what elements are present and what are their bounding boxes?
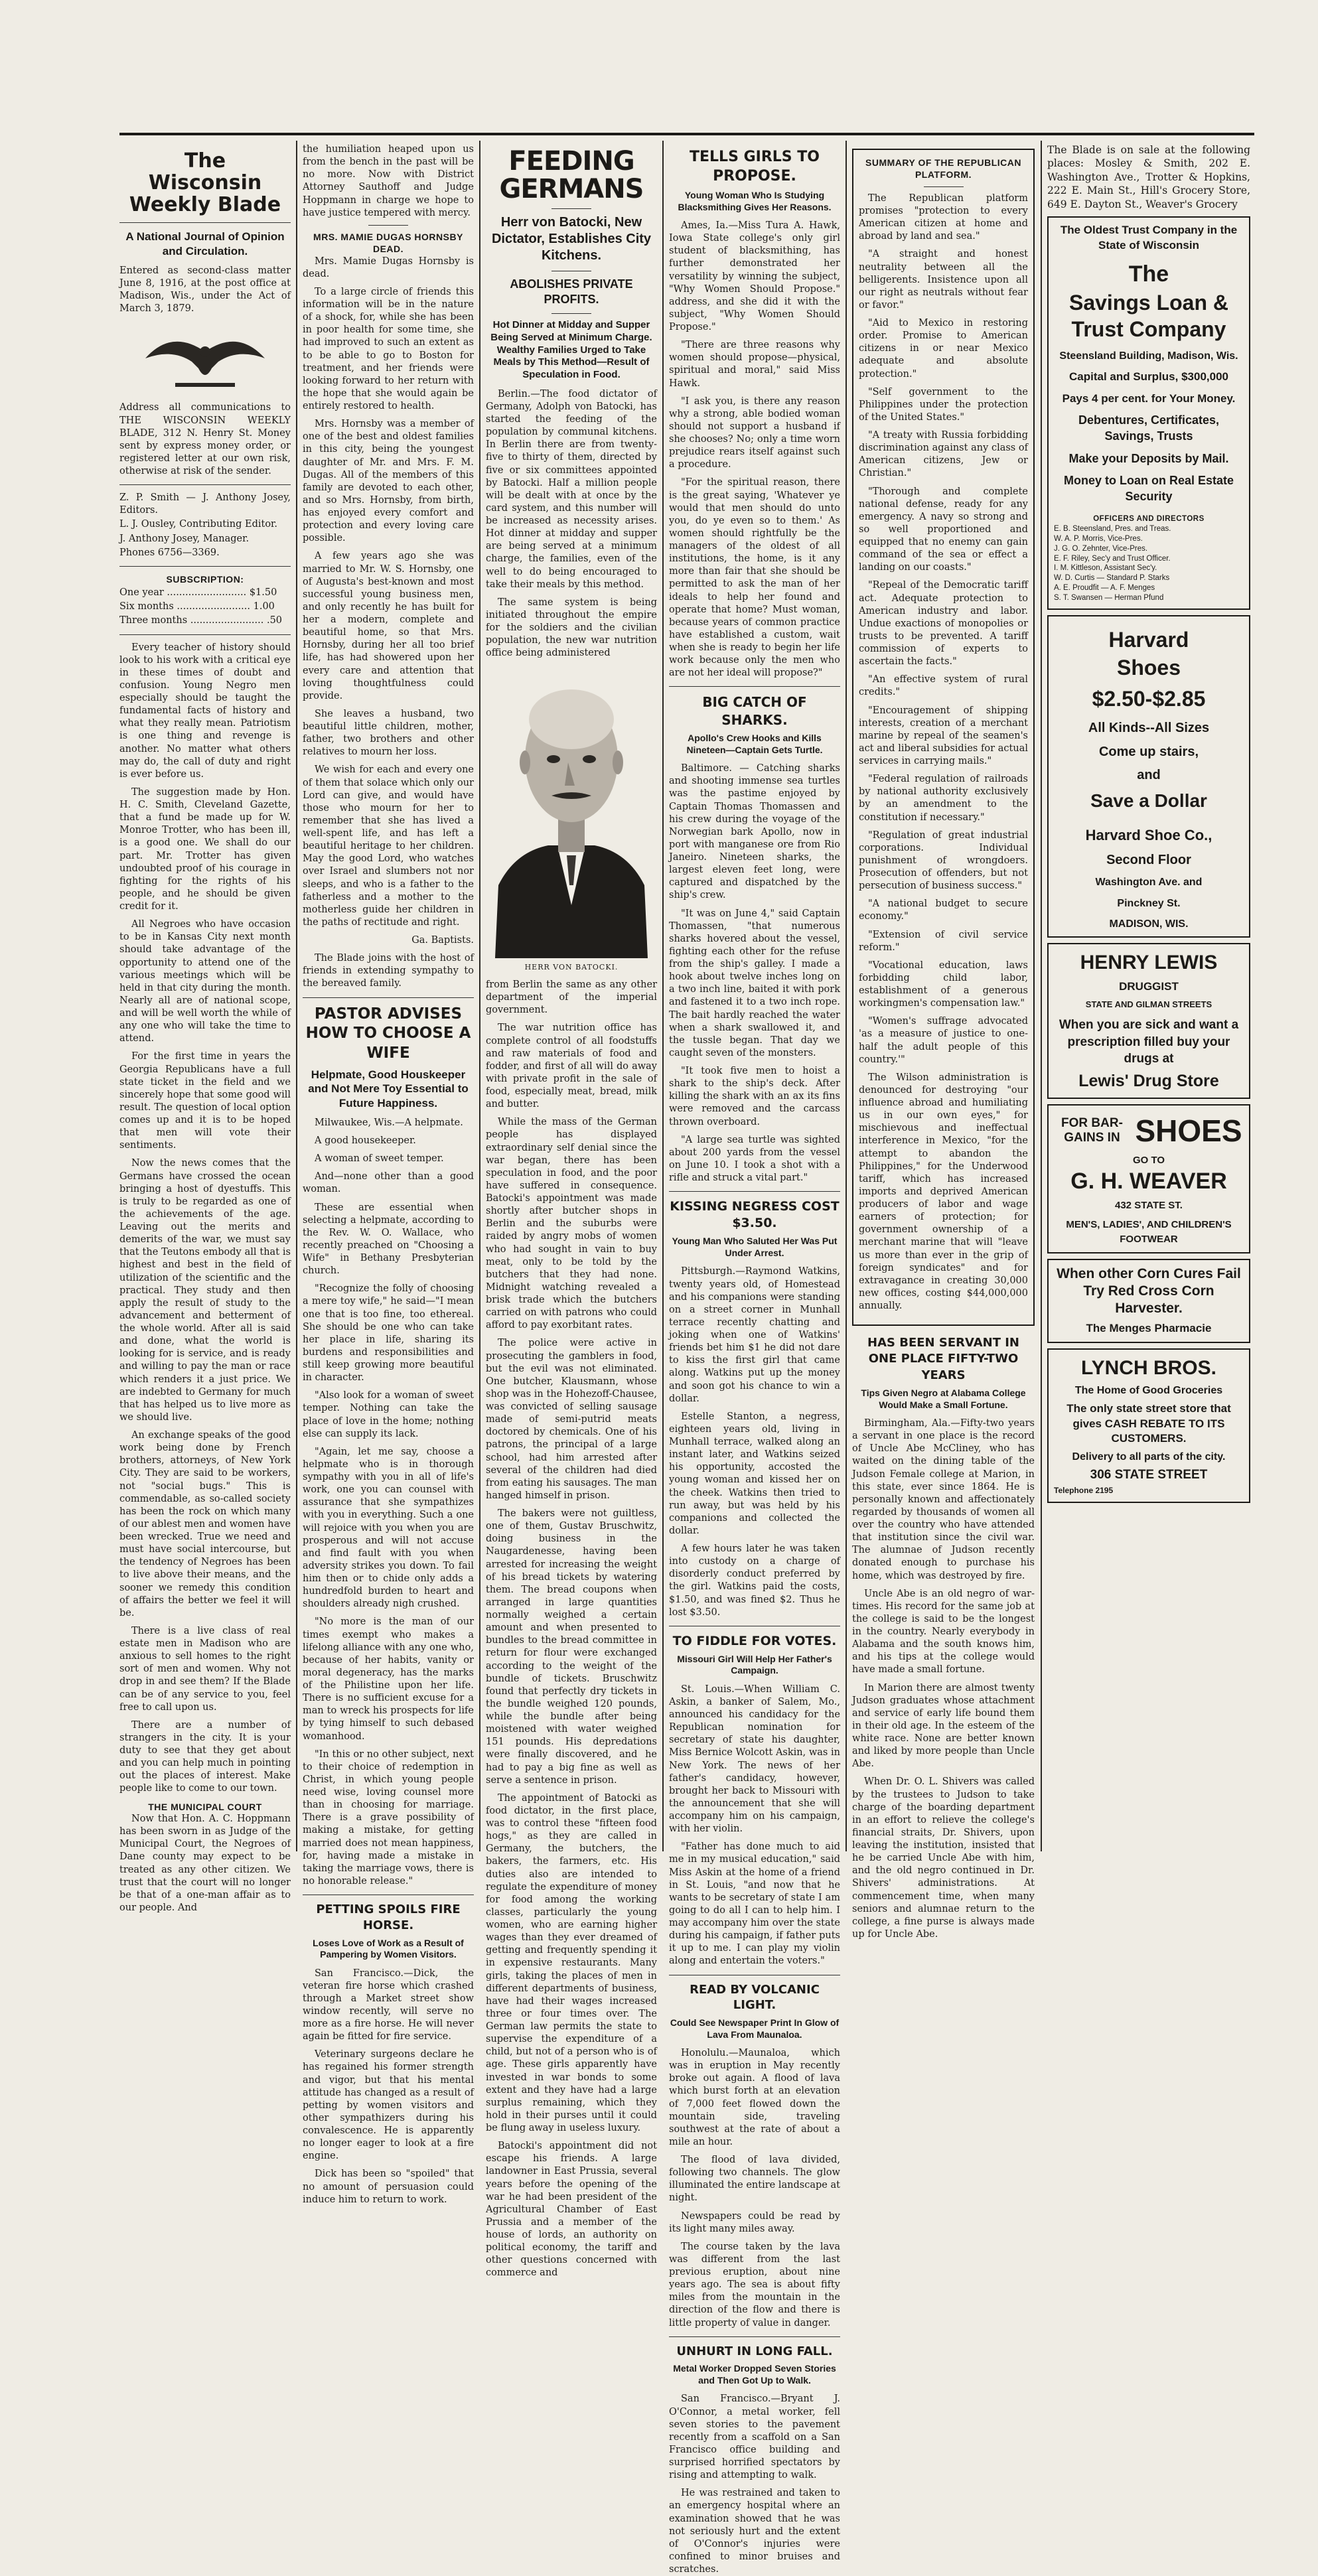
- feeding-paragraph: The police were active in prosecuting the gamblers in food, but the evil was not eliminated. One butcher, Klausmann, whose shop was in the Hohezoff-Chausee, was convicted of selling sausage made of semi-putrid meats doctored by chemicals. One of his patrons, the principal of a large school, had him arrested after several of the children had died from eating his sausages. The man hanged himself in prison.: [486, 1338, 657, 1501]
- column-rule: [1041, 141, 1042, 1851]
- volcanic-deck: Could See Newspaper Print In Glow of Lava From Maunaloa.: [670, 2017, 840, 2040]
- pastor-deck: Helpmate, Good Houskeeper and Not Mere Toy Essential to Future Happiness.: [308, 1068, 469, 1109]
- sub-six: Six months ........................ 1.00: [119, 601, 275, 612]
- editorial-paragraph: For the first time in years the Georgia Republicans have a full state ticket in the field and we sincerely hope that some good will result. The question of local option comes up and it is to be hoped that men will vote their sentiments.: [119, 1051, 291, 1151]
- feeding-paragraph: Berlin.—The food dictator of Germany, Adolph von Batocki, has started the feeding of the population by communal kitchens. In Berlin there are from twenty-five to thirty of them, directed by five or six committees appointed by Batocki. Half a million people will be dealt with at once by the card system, and this number will be increased as necessity arises. Hot dinner at midday and supper are being served at a minimum charge, the families, even of the well to do being encouraged to take their meals by this method.: [486, 388, 657, 590]
- platform-plank: "Women's suffrage advocated 'as a measure of justice to one-half the adult people of this country.'": [859, 1016, 1028, 1065]
- masthead-title: The Wisconsin Weekly Blade: [129, 149, 281, 216]
- platform-plank: "Regulation of great industrial corporations. Individual punishment of wrongdoers. Prosecution of offenders, but not persecution of business success.": [859, 829, 1028, 892]
- divider: [119, 484, 291, 485]
- editorial-paragraph: An exchange speaks of the good work being done by French brothers, attorneys, of New York City. They are said to be workers, not "social bugs." This is commendable, as so-called society has been the rock on which many of our ablest men and women have been wrecked. True we need and must have social intercourse, but the tendency of Negroes has been to live above their means, and the sooner we remedy this condition of affairs the better we feel it will be.: [119, 1430, 291, 1618]
- henry-lewis-ad: HENRY LEWIS DRUGGIST STATE AND GILMAN STREETS When you are sick and want a prescription filled buy your drugs at Lewis' Drug Store: [1047, 943, 1250, 1099]
- fall-paragraph: San Francisco.—Bryant J. O'Connor, a metal worker, fell seven stories to the pavement recently from a scaffold on a San Francisco office building and surprised horrified spectators by rising and attempting to walk.: [669, 2394, 840, 2481]
- column-advertisements: [1047, 143, 1250, 1851]
- obituary-paragraph: A few years ago she was married to Mr. W. S. Hornsby, one of Augusta's best-known and most successful young business men, and only recently he has built for her a modern, complete and beautiful home, so that Mrs. Hornsby, during her all too brief life, has had showered upon her every care and attention that loving thoughtfulness could provide.: [303, 551, 474, 701]
- pastor-paragraph: And—none other than a good woman.: [303, 1171, 474, 1195]
- column-platform: [852, 143, 1035, 1940]
- feeding-paragraph: The appointment of Batocki as food dictator, in the first place, was to control these "fifteen food hogs," as they are called in Germany, the butchers, the bakers, the farmers, etc. His duties also are intended to regulate the expenditure of money for food among the working classes, particularly the young women, who are earning higher wages than they ever dreamed of getting and frequently spending it in expensive restaurants. Many girls, taking the places of men in different departments of business, have had their wages increased three or four times over. The German law permits the state to supervise the expenditure of a child, but not of a person who is of age. These girls apparently have invested in war bonds to some extent and they have had a large surplus remaining, which they hold in their purses until it could be flung away in useless luxury.: [486, 1792, 657, 2134]
- editorial-paragraph: The suggestion made by Hon. H. C. Smith, Cleveland Gazette, that a fund be made up for W. Monroe Trotter, who has been ill, is a good one. We shall do our part. Mr. Trotter has given undoubted proof of his courage in fighting for the rights of his people, and he should be given credit for it.: [119, 786, 291, 912]
- platform-plank: "A treaty with Russia forbidding discrimination against any class of American citizens, Jew or Christian.": [859, 430, 1028, 479]
- platform-plank: "Encouragement of shipping interests, creation of a merchant marine by repeal of the seamen's act and liberal subsidies for actual services in carrying mails.": [859, 705, 1028, 767]
- divider: [551, 313, 591, 314]
- platform-plank: "Thorough and complete national defense, ready for any emergency. A navy so strong and so well proportioned and equipped that no enemy can gain command of the sea or effect a landing on our coasts.": [859, 486, 1028, 573]
- petting-paragraph: San Francisco.—Dick, the veteran fire horse which crashed through a Market street show window recently, will serve no more as a fire horse. He will never again be fitted for fire service.: [303, 1968, 474, 2042]
- sharks-paragraph: "It took five men to hoist a shark to the ship's deck. After killing the shark with an ax its fins were removed and the carcass thrown overboard.: [669, 1066, 840, 1127]
- divider: [368, 225, 408, 226]
- editorial-paragraph: Now the news comes that the Germans have crossed the ocean bringing a host of dyestuffs. This is truly to be regarded as one of the achievements of the age. Leaving out the merits and demerits of the war, we must say that the Teutons embody all that is highest and best in the field of utilization of the scientific and the practical. They study and then apply the result of study to the advancement and betterment of the whole world. After all is said and done, what the world is looking for is service, and is ready and willing to pay the man or race which renders it a just price. We are indebted to Germany for much that has helped us to live more as we should live.: [119, 1158, 291, 1423]
- menges-pharmacie-ad: When other Corn Cures Fail Try Red Cross Corn Harvester. The Menges Pharmacie: [1047, 1259, 1250, 1343]
- petting-paragraph: Veterinary surgeons declare he has regained his former strength and vigor, but that his mental attitude has changed as a result of petting by women visitors and other sympathizers during his convalescence. He is apparently no longer eager to look at a fire engine.: [303, 2049, 474, 2162]
- eagle-emblem-icon: [139, 322, 271, 395]
- volcanic-paragraph: The course taken by the lava was different from the last previous eruption, about nine years ago. The sea is about fifty miles from the mountain in the direction of the flow and there is little property of value in danger.: [669, 2241, 840, 2328]
- sharks-headline: BIG CATCH OF SHARKS.: [702, 694, 807, 728]
- pastor-paragraph: "In this or no other subject, next to their choice of redemption in Christ, in which young people need wise, loving counsel more than in choosing for marriage. There is a grave possibility of making a mistake, for getting married does not mean happiness, for, having made a mistake in taking the marriage vows, there is no honorable release.": [303, 1749, 474, 1887]
- pastor-headline: PASTOR ADVISES HOW TO CHOOSE A WIFE: [305, 1005, 471, 1062]
- sub-three: Three months ........................ .50: [119, 615, 283, 626]
- servant-deck: Tips Given Negro at Alabama College Would Make a Small Fortune.: [861, 1388, 1026, 1410]
- kissing-deck: Young Man Who Saluted Her Was Put Under Arrest.: [672, 1236, 838, 1258]
- pastor-paragraph: These are essential when selecting a helpmate, according to the Rev. W. O. Wallace, who recently preached on "Choosing a Wife" in Bethany Presbyterian church.: [303, 1202, 474, 1277]
- sharks-paragraph: "It was on June 4," said Captain Thomassen, "that numerous sharks hovered about the vessel, fighting each other for the refuse from the ship's galley. I made a hook about twelve inches long on a two inch line, baited it with pork and fastened it to a two inch rope. The bait hardly reached the water when a shark swallowed it, and the tussle began. That day we caught seven of the monsters.: [669, 908, 840, 1058]
- feeding-headline: FEEDING GERMANS: [499, 146, 644, 204]
- obituary-paragraph: Mrs. Hornsby was a member of one of the best and oldest families in this city, being the youngest daughter of Mr. and Mrs. F. M. Dugas. All of the members of this family are devoted to each other, and so Mrs. Hornsby, from birth, has enjoyed every comfort and protection and every loving care possible.: [303, 419, 474, 544]
- volcanic-paragraph: Honolulu.—Maunaloa, which was in eruption in May recently broke out again. A flood of lava which burst forth at an elevation of 7,000 feet flowed down the mountain side, traveling southwest at the rate of about a mile an hour.: [669, 2048, 840, 2147]
- feeding-deck-2: ABOLISHES PRIVATE PROFITS.: [510, 277, 633, 306]
- platform-headline: SUMMARY OF THE REPUBLICAN PLATFORM.: [865, 157, 1021, 180]
- divider: [119, 634, 291, 635]
- volcanic-paragraph: Newspapers could be read by its light many miles away.: [669, 2210, 840, 2234]
- column-rule: [479, 141, 480, 1851]
- pastor-paragraph: A good housekeeper.: [315, 1135, 416, 1147]
- feeding-paragraph: The same system is being initiated throughout the empire for the soldiers and the civilian population, the new war nutrition office being administered: [486, 597, 657, 659]
- obituary-paragraph: Mrs. Mamie Dugas Hornsby is dead.: [303, 255, 474, 279]
- court-headline: THE MUNICIPAL COURT: [148, 1801, 262, 1812]
- kissing-paragraph: A few hours later he was taken into custody on a charge of disorderly conduct preferred by the girl. Watkins paid the costs, $1.50, and was fined $2. Thus he lost $3.50.: [669, 1543, 840, 1618]
- divider: [669, 686, 840, 687]
- platform-plank: "Federal regulation of railroads by national authority exclusively by an amendment to the constitution if necessary.": [859, 774, 1028, 823]
- fiddle-paragraph: St. Louis.—When William C. Askin, a banker of Salem, Mo., announced his candidacy for the Republican nomination for secretary of state his daughter, Miss Bernice Wolcott Askin, was in New York. The news of her father's candidacy, however, brought her back to Missouri with the announcement that she will accompany him on his campaign, with her violin.: [669, 1683, 840, 1835]
- divider: [924, 186, 964, 187]
- fiddle-deck: Missouri Girl Will Help Her Father's Campaign.: [677, 1653, 832, 1676]
- court-continued: the humiliation heaped upon us from the bench in the past will be no more. Now with District Attorney Sauthoff and Judge Hoppmann in charge we hope to have justice tempered with mercy.: [303, 144, 474, 218]
- servant-paragraph: Birmingham, Ala.—Fifty-two years a servant in one place is the record of Uncle Abe McCliney, who has waited on the dining table of the Judson Female college at Marion, in this state, ever since 1864. He is personally known and affectionately regarded by thousands of women all over the country who have attended that institution since the civil war. The alumnae of Judson recently donated enough to purchase his home, which was destroyed by fire.: [852, 1418, 1035, 1581]
- harvard-shoes-ad: Harvard Shoes $2.50-$2.85 All Kinds--All Sizes Come up stairs, and Save a Dollar Harvard Shoe Co., Second Floor Washington Ave. and Pinckney St. MADISON, WIS.: [1047, 615, 1250, 938]
- column-rule: [845, 141, 847, 1851]
- divider: [551, 208, 591, 209]
- sale-notice: The Blade is on sale at the following places: Mosley & Smith, 202 E. Washington Ave., Trotter & Hopkins, 222 E. Main St., Hill's Grocery Store, 649 E. Dayton St., Weaver's Grocery: [1047, 144, 1250, 210]
- sharks-paragraph: Baltimore. — Catching sharks and shooting immense sea turtles was the pastime enjoyed by Captain Thomas Thomassen and his crew during the voyage of the Norwegian bark Apollo, now in port with manganese ore from Rio Janeiro. Nineteen sharks, the largest eleven feet long, were captured and dispatched by the ship's crew.: [669, 763, 840, 901]
- sub-year: One year .......................... $1.50: [119, 587, 277, 599]
- portrait-caption: HERR VON BATOCKI.: [524, 962, 619, 971]
- feeding-paragraph: Batocki's appointment did not escape his friends. A large landowner in East Prussia, several years before the opening of the war he had been president of the Agricultural Chamber of East Prussia and a member of the house of lords, an authority on political economy, the tariff and other questions concerned with commerce and: [486, 2141, 657, 2279]
- portrait-figure: [486, 666, 657, 972]
- contributing-editor: L. J. Ousley, Contributing Editor.: [119, 519, 278, 530]
- pastor-paragraph: "No more is the man of our times exempt who makes a lifelong alliance with any one who, because of her habits, vanity or moral degeneracy, has the marks of the Philistine upon her life. There is no sufficient excuse for a man to wreck his prospects for life by tying himself to such debased womanhood.: [303, 1616, 474, 1742]
- obituary-paragraph: The Blade joins with the host of friends in extending sympathy to the bereaved family.: [303, 953, 474, 989]
- pastor-paragraph: Milwaukee, Wis.—A helpmate.: [315, 1117, 463, 1128]
- feeding-paragraph: The war nutrition office has complete control of all foodstuffs and raw materials of food and fodder, and first of all will do away with private profit in the sale of food, especially meat, bread, milk and butter.: [486, 1023, 657, 1110]
- feeding-paragraph: The bakers were not guiltless, one of them, Gustav Bruschwitz, doing business in the Naugardenesse, having been arrested for increasing the weight of his bread tickets by watering them. The bread coupons when arranged in large quantities normally weighed a certain amount and when presented to bundles to the bread committee in return for flour were exchanged according to the weight of the bundle of tickets. Bruschwitz found that perfectly dry tickets in the bundle weighed 120 pounds, while the bundle after being moistened with water weighed 151 pounds. His depredations were finally discovered, and he had to pay a big fine as well as serve a sentence in prison.: [486, 1508, 657, 1786]
- platform-plank: "Repeal of the Democratic tariff act. Adequate protection to American industry and labor. Undue exactions of monopolies or trusts to be prevented. A tariff commission of experts to ascertain the facts.": [859, 580, 1028, 668]
- feeding-paragraph: While the mass of the German people has displayed extraordinary self denial since the war began, there has been speculation in food, and the poor have suffered in consequence. Batocki's appointment was made shortly after butcher shops in Berlin and the suburbs were raided by angry mobs of women who had sought in vain to buy meat, only to be told by the butchers that they had none. Midnight watching revealed a brisk trade which the butchers carried on with patrons who could afford to pay exorbitant rates.: [486, 1117, 657, 1331]
- servant-paragraph: Uncle Abe is an old negro of war-times. His record for the same job at the college is said to be the longest in the country. Nearly everybody in Alabama and the south knows him, and his tips at the college would have made a small fortune.: [852, 1588, 1035, 1676]
- divider: [119, 222, 291, 223]
- propose-paragraph: "I ask you, is there any reason why a strong, able bodied woman should not support a husband if she chooses? No; only a time worn prejudice rears itself against such a procedure.: [669, 395, 840, 470]
- savings-loan-ad: The Oldest Trust Company in the State of Wisconsin The Savings Loan & Trust Company Steensland Building, Madison, Wis. Capital and Surplus, $300,000 Pays 4 per cent. for Your Money. Debentures, Certificates, Savings, Trusts Make your Deposits by Mail. Money to Loan on Real Estate Security OFFICERS AND DIRECTORS E. B. Steensland, Pres. and Treas. W. A. P. Morris, Vice-Pres. J. G. O. Zehnter, Vice-Pres. E. F. Riley, Sec'y and Trust Officer. I. M. Kittleson, Assistant Sec'y. W. D. Curtis — Standard P. Starks A. E. Proudfit — A. F. Menges S. T. Swansen — Herman Pfund: [1047, 216, 1250, 610]
- petting-headline: PETTING SPOILS FIRE HORSE.: [316, 1902, 461, 1932]
- petting-paragraph: Dick has been so "spoiled" that no amount of persuasion could induce him to return to work.: [303, 2169, 474, 2205]
- feeding-deck-3: Hot Dinner at Midday and Supper Being Served at Minimum Charge. Wealthy Families Urged to Take Meals by This Method—Result of Speculation in Food.: [490, 319, 652, 380]
- fall-headline: UNHURT IN LONG FALL.: [676, 2344, 833, 2358]
- volcanic-headline: READ BY VOLCANIC LIGHT.: [690, 1982, 820, 2013]
- column-news-briefs: [669, 143, 840, 2575]
- editors-line: Z. P. Smith — J. Anthony Josey, Editors.: [119, 492, 291, 516]
- fall-paragraph: He was restrained and taken to an emergency hospital where an examination showed that he was not seriously hurt and the extent of O'Connor's injuries were confined to minor bruises and scratches.: [669, 2488, 840, 2575]
- kissing-paragraph: Pittsburgh.—Raymond Watkins, twenty years old, of Homestead and his companions were standing on a street corner in Munhall terrace recently chatting and joking when one of Watkins' friends bet him $1 he did not dare to kiss the first girl that came along. Watkins put up the money and soon got his chance to win a dollar.: [669, 1266, 840, 1404]
- column-editorial: [119, 143, 291, 1913]
- propose-deck: Young Woman Who Is Studying Blacksmithing Gives Her Reasons.: [678, 190, 832, 212]
- newspaper-page: [119, 133, 1254, 2575]
- platform-plank: "Vocational education, laws forbidding child labor, establishment of a generous workingmen's compensation law.": [859, 960, 1028, 1009]
- servant-paragraph: When Dr. O. L. Shivers was called by the trustees to Judson to take charge of the boarding department in an effort to relieve the college's financial straits, Dr. Shivers, upon leaving the institution, insisted that he be carried Uncle Abe with him, and the old negro continued in Dr. Shivers' administrations. At commencement time, when many seniors and alumnae return to the college, a fine purse is always made up for Uncle Abe.: [852, 1776, 1035, 1940]
- platform-box: [852, 149, 1035, 1326]
- feeding-deck-1: Herr von Batocki, New Dictator, Establishes City Kitchens.: [491, 215, 652, 263]
- feeding-paragraph: from Berlin the same as any other department of the imperial government.: [486, 979, 657, 1016]
- obituary-headline: MRS. MAMIE DUGAS HORNSBY DEAD.: [313, 231, 463, 255]
- obituary-source: Ga. Baptists.: [411, 935, 474, 946]
- kissing-paragraph: Estelle Stanton, a negress, eighteen years old, living in Munhall terrace, walked along an instant later, and Watkins seized his opportunity, accosted the young woman and kissed her on the cheek. Watkins then tried to run away, but was held by his companions and collected the dollar.: [669, 1411, 840, 1536]
- obituary-paragraph: To a large circle of friends this information will be in the nature of a shock, for, while she has been in poor health for some time, she had improved to such an extent as to be able to go to Boston for treatment, and her friends were looking forward to her return with the hope that she would again be entirely restored to health.: [303, 286, 474, 412]
- propose-paragraph: "There are three reasons why women should propose—physical, spiritual and moral," said Miss Hawk.: [669, 340, 840, 389]
- weaver-shoes-ad: FOR BAR-GAINS IN SHOES GO TO G. H. WEAVER 432 STATE ST. MEN'S, LADIES', AND CHILDREN'S FOOTWEAR: [1047, 1104, 1250, 1253]
- column-feeding-germans: [486, 143, 657, 2279]
- platform-plank: "Extension of civil service reform.": [859, 929, 1028, 953]
- platform-plank: The Republican platform promises "protection to every American citizen at home and abroad by land and sea.": [859, 192, 1028, 242]
- divider: [669, 1191, 840, 1192]
- pastor-paragraph: "Again, let me say, choose a helpmate who is in thorough sympathy with you in all of life's work, one you can counsel with assurance that she sympathizes with you in everything. Such a one will rejoice with you when you are prosperous and will not accuse and find fault with you when adversity strikes you down. To fail him then or to chide only adds a hundredfold burden to heart and shoulders already nigh crushed.: [303, 1446, 474, 1610]
- platform-plank: The Wilson administration is denounced for destroying "our influence abroad and humiliating us in our own eyes," for mischievous and ineffectual interference in Mexico, "for the attempt to abandon the Philippines," for the Underwood tariff, which has increased imports and deprived American producers of labor and wage earners of protection; for government ownership of a merchant marine that will "leave us more than ever in the grip of foreign syndicates" and for extravagance in creating 30,000 new offices, costing $44,000,000 annually.: [859, 1072, 1028, 1312]
- platform-plank: "A national budget to secure economy.": [859, 898, 1028, 922]
- manager-line: J. Anthony Josey, Manager.: [119, 533, 250, 544]
- pastor-paragraph: "Also look for a woman of sweet temper. Nothing can take the place of love in the home; nothing else can supply its lack.: [303, 1390, 474, 1439]
- officers-list: OFFICERS AND DIRECTORS E. B. Steensland, Pres. and Treas. W. A. P. Morris, Vice-Pres. J. G. O. Zehnter, Vice-Pres. E. F. Riley, Sec'y and Trust Officer. I. M. Kittleson, Assistant Sec'y. W. D. Curtis — Standard P. Starks A. E. Proudfit — A. F. Menges S. T. Swansen — Herman Pfund: [1054, 514, 1205, 603]
- address-notice: Address all communications to THE WISCONSIN WEEKLY BLADE, 312 N. Henry St. Money sent by express money order, or registered letter at our own risk, otherwise at risk of the sender.: [119, 402, 291, 476]
- pastor-paragraph: "Recognize the folly of choosing a mere toy wife," he said—"I mean one that is too fine, too ethereal. She should be one who can take her place in life, sharing its burdens and responsibilities and still keep growing more beautiful in character.: [303, 1283, 474, 1384]
- column-rule: [662, 141, 664, 1851]
- editorial-paragraph: Every teacher of history should look to his work with a critical eye in these times of doubt and confusion. Young Negro men especially should be taught the fundamental facts of history and what they really mean. Patriotism is one thing and revenge is another. No matter what others may do, the call of duty and right is ever before us.: [119, 642, 291, 780]
- propose-paragraph: "For the spiritual reason, there is the great saying, 'Whatever ye would that men should do unto you, do ye even so to them.' As women should rightfully be the managers of the oldest of all institutions, the home, is it any more than fair that she should be permitted to ask the man of her ideals to help her found and operate that home? Must woman, because years of common practice have established a custom, wait when she is ready to begin her life work because only the men who are not her ideal will propose?": [669, 477, 840, 679]
- editorial-paragraph: There are a number of strangers in the city. It is your duty to see that they get about and you can help much in pointing out the places of interest. Make people like to come to our town.: [119, 1719, 291, 1794]
- volcanic-paragraph: The flood of lava divided, following two channels. The glow illuminated the entire landscape at night.: [669, 2155, 840, 2204]
- fiddle-paragraph: "Father has done much to aid me in my musical education," said Miss Askin at the home of a friend in St. Louis, "and now that he wants to be secretary of state I am going to do all I can to help him. I may accompany him over the state during his campaign, if father puts it up to me. I can play my violin along and entertain the voters.": [669, 1841, 840, 1967]
- servant-paragraph: In Marion there are almost twenty Judson graduates whose attachment and service of early life bound them in their old age. In the esteem of the white race. None are better known and liked by more people than Uncle Abe.: [852, 1682, 1035, 1770]
- obituary-paragraph: We wish for each and every one of them that solace which only our Lord can give, and would have those who mourn for her to remember that she has lived a well-spent life, and has left a beautiful heritage to her children. May the good Lord, who watches over Israel and slumbers not nor sleeps, and who is a father to the fatherless and a mother to the motherless guide her children in the paths of rectitude and right.: [303, 764, 474, 928]
- propose-headline: TELLS GIRLS TO PROPOSE.: [690, 149, 820, 185]
- platform-plank: "An effective system of rural credits.": [859, 674, 1028, 698]
- portrait-icon: [488, 666, 654, 958]
- divider: [119, 566, 291, 567]
- pastor-paragraph: A woman of sweet temper.: [315, 1153, 444, 1165]
- propose-paragraph: Ames, Ia.—Miss Tura A. Hawk, Iowa State college's only girl student of blacksmithing, has further demonstrated her versatility by winning the subject, "Why Women Should Propose." address, and she did it with the subject, "Why Women Should Propose.": [669, 220, 840, 333]
- column-obituary-pastor: [303, 143, 474, 2205]
- sharks-paragraph: "A large sea turtle was sighted about 200 yards from the vessel on June 10. I took a shot with a rifle and struck a vital part.": [669, 1134, 840, 1184]
- court-paragraph: Now that Hon. A. C. Hoppmann has been sworn in as Judge of the Municipal Court, the Negroes of Dane county may expect to be treated as any other citizen. We trust that the court will no longer be that of a one-man affair as to our people. And: [119, 1814, 291, 1913]
- masthead-subtitle: A National Journal of Opinion and Circulation.: [125, 230, 285, 258]
- divider: [669, 2336, 840, 2337]
- subscription-head: SUBSCRIPTION:: [166, 573, 244, 585]
- obituary-paragraph: She leaves a husband, two beautiful little children, mother, father, two brothers and other relatives to mourn her loss.: [303, 708, 474, 758]
- petting-deck: Loses Love of Work as a Result of Pampering by Women Visitors.: [313, 1937, 464, 1960]
- entered-notice: Entered as second-class matter June 8, 1916, at the post office at Madison, Wis., under the Act of March 3, 1879.: [119, 265, 291, 315]
- servant-headline: HAS BEEN SERVANT IN ONE PLACE FIFTY-TWO YEARS: [867, 1336, 1019, 1382]
- divider: [303, 997, 474, 998]
- fall-deck: Metal Worker Dropped Seven Stories and Then Got Up to Walk.: [673, 2363, 836, 2386]
- fiddle-headline: TO FIDDLE FOR VOTES.: [672, 1633, 837, 1648]
- sharks-deck: Apollo's Crew Hooks and Kills Nineteen—Captain Gets Turtle.: [686, 733, 823, 755]
- editorial-paragraph: There is a live class of real estate men in Madison who are anxious to sell homes to the right sort of men and women. Why not drop in and see them? If the Blade can be of any service to you, feel free to call upon us.: [119, 1625, 291, 1713]
- top-rule: [119, 133, 1254, 135]
- phones-line: Phones 6756—3369.: [119, 547, 220, 558]
- kissing-headline: KISSING NEGRESS COST $3.50.: [670, 1199, 840, 1231]
- lynch-bros-ad: LYNCH BROS. The Home of Good Groceries The only state street store that gives CASH REBATE TO ITS CUSTOMERS. Delivery to all parts of the city. 306 STATE STREET Telephone 2195: [1047, 1348, 1250, 1503]
- platform-plank: "Aid to Mexico in restoring order. Promise to American citizens in or near Mexico adequate and absolute protection.": [859, 318, 1028, 380]
- platform-plank: "A straight and honest neutrality between all the belligerents. Insistence upon all our right as neutrals without fear or favor.": [859, 249, 1028, 311]
- editorial-paragraph: All Negroes who have occasion to be in Kansas City next month should take advantage of the opportunity to attend one of the various meetings which will be held in that city during the month. Nearly all are of national scope, and will be well worth the while of any one who will take the time to attend.: [119, 919, 291, 1044]
- platform-plank: "Self government to the Philippines under the protection of the United States.": [859, 386, 1028, 423]
- column-rule: [296, 141, 297, 1851]
